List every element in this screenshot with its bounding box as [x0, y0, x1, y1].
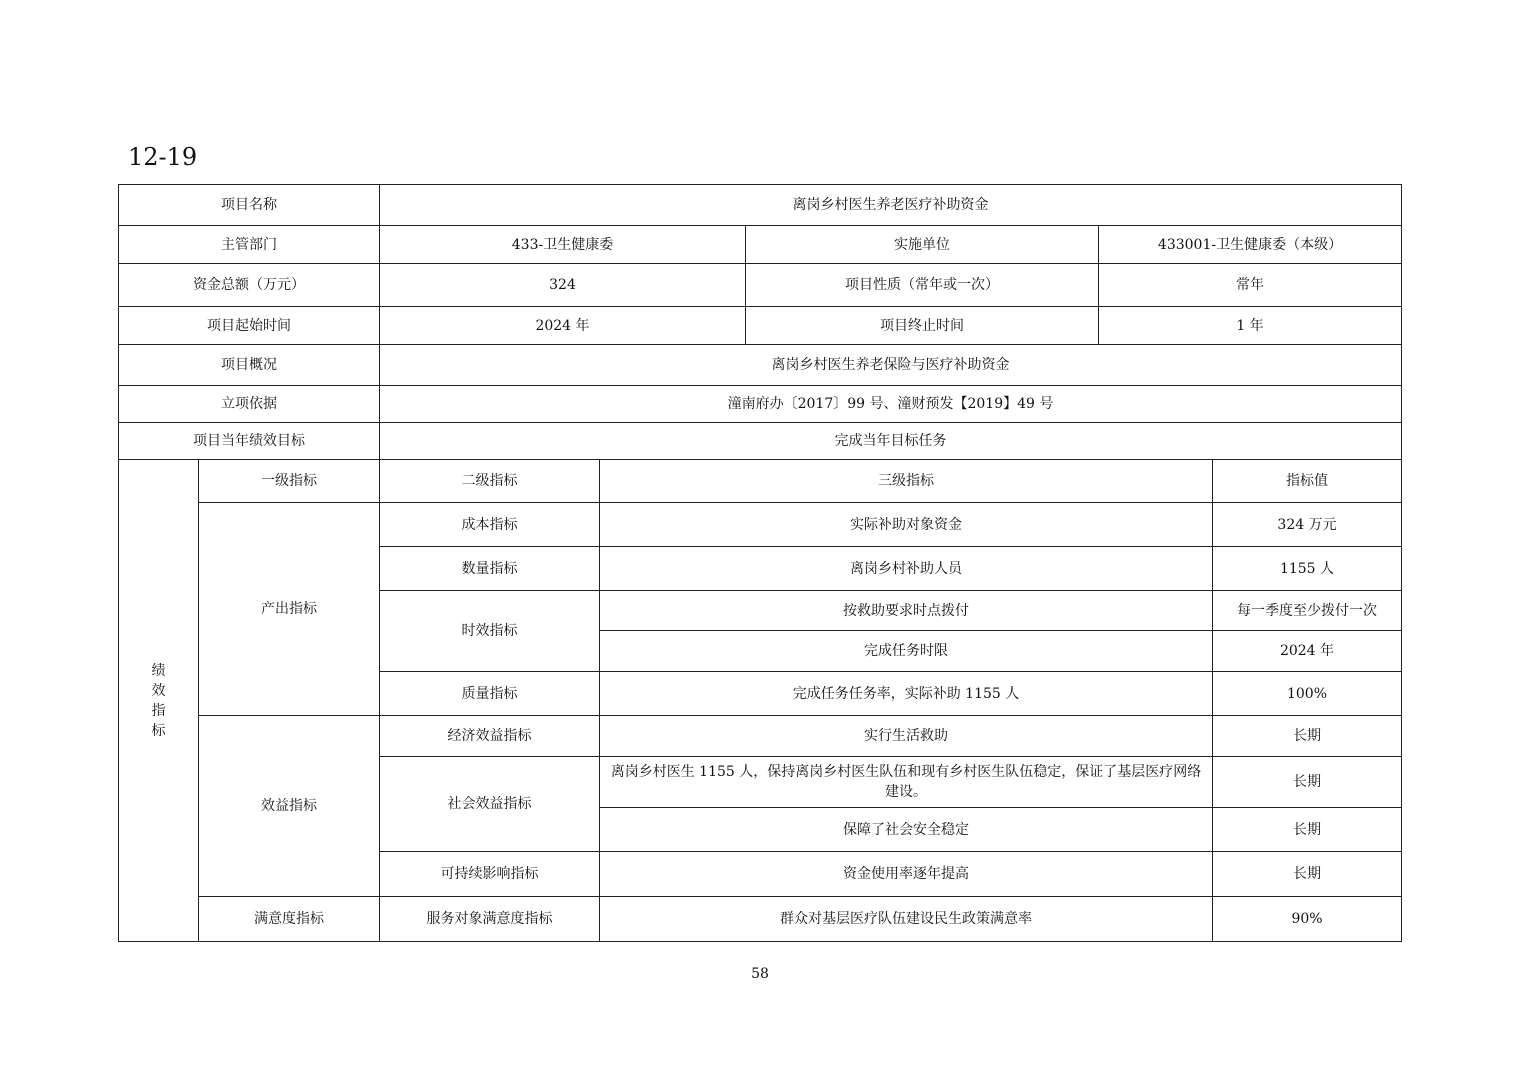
page-number: 58 [751, 966, 769, 982]
value-cell: 长期 [1213, 808, 1402, 852]
start-value: 2024 年 [380, 307, 746, 345]
level3-cell: 按救助要求时点拨付 [600, 591, 1213, 631]
dept-label: 主管部门 [119, 226, 380, 264]
overview-label: 项目概况 [119, 345, 380, 386]
level3-cell: 离岗乡村医生 1155 人，保持离岗乡村医生队伍和现有乡村医生队伍稳定，保证了基层医疗网络建设。 [600, 757, 1213, 808]
value-cell: 100% [1213, 672, 1402, 716]
project-name-value: 离岗乡村医生养老医疗补助资金 [380, 185, 1402, 226]
goal-value: 完成当年目标任务 [380, 423, 1402, 460]
satisfaction-indicator-label: 满意度指标 [199, 897, 380, 942]
level2-cell: 经济效益指标 [380, 716, 600, 757]
row-overview [119, 345, 1402, 386]
level2-cell: 可持续影响指标 [380, 852, 600, 897]
funds-value: 324 [380, 264, 746, 307]
start-label: 项目起始时间 [119, 307, 380, 345]
level3-cell: 完成任务任务率，实际补助 1155 人 [600, 672, 1213, 716]
row-project-name [119, 185, 1402, 226]
table-row [119, 716, 1402, 757]
project-name-label: 项目名称 [119, 185, 380, 226]
row-department [119, 226, 1402, 264]
level2-cell: 时效指标 [380, 591, 600, 672]
row-basis [119, 386, 1402, 423]
header-level1: 一级指标 [199, 460, 380, 503]
value-cell: 324 万元 [1213, 503, 1402, 547]
funds-label: 资金总额（万元） [119, 264, 380, 307]
perf-header-row [119, 460, 1402, 503]
value-cell: 1155 人 [1213, 547, 1402, 591]
value-cell: 2024 年 [1213, 631, 1402, 672]
dept-value: 433-卫生健康委 [380, 226, 746, 264]
value-cell: 长期 [1213, 757, 1402, 808]
nature-label: 项目性质（常年或一次） [746, 264, 1099, 307]
impl-label: 实施单位 [746, 226, 1099, 264]
table-row [119, 897, 1402, 942]
level3-cell: 完成任务时限 [600, 631, 1213, 672]
output-indicator-label: 产出指标 [199, 503, 380, 716]
project-performance-table [118, 184, 1402, 942]
level2-cell: 服务对象满意度指标 [380, 897, 600, 942]
document-code: 12-19 [128, 143, 198, 171]
row-funds [119, 264, 1402, 307]
row-goal [119, 423, 1402, 460]
header-value: 指标值 [1213, 460, 1402, 503]
value-cell: 每一季度至少拨付一次 [1213, 591, 1402, 631]
perf-section-label [119, 460, 199, 942]
end-label: 项目终止时间 [746, 307, 1099, 345]
level2-cell: 数量指标 [380, 547, 600, 591]
basis-label: 立项依据 [119, 386, 380, 423]
perf-section-text: 绩效指标 [151, 662, 166, 739]
header-level2: 二级指标 [380, 460, 600, 503]
benefit-indicator-label: 效益指标 [199, 716, 380, 897]
impl-value: 433001-卫生健康委（本级） [1099, 226, 1402, 264]
value-cell: 90% [1213, 897, 1402, 942]
row-time [119, 307, 1402, 345]
value-cell: 长期 [1213, 852, 1402, 897]
header-level3: 三级指标 [600, 460, 1213, 503]
overview-value: 离岗乡村医生养老保险与医疗补助资金 [380, 345, 1402, 386]
level3-cell: 实行生活救助 [600, 716, 1213, 757]
level2-cell: 成本指标 [380, 503, 600, 547]
level2-cell: 质量指标 [380, 672, 600, 716]
table-row [119, 503, 1402, 547]
level3-cell: 实际补助对象资金 [600, 503, 1213, 547]
nature-value: 常年 [1099, 264, 1402, 307]
goal-label: 项目当年绩效目标 [119, 423, 380, 460]
level2-cell: 社会效益指标 [380, 757, 600, 852]
end-value: 1 年 [1099, 307, 1402, 345]
level3-cell: 保障了社会安全稳定 [600, 808, 1213, 852]
basis-value: 潼南府办〔2017〕99 号、潼财预发【2019】49 号 [380, 386, 1402, 423]
value-cell: 长期 [1213, 716, 1402, 757]
level3-cell: 群众对基层医疗队伍建设民生政策满意率 [600, 897, 1213, 942]
level3-cell: 离岗乡村补助人员 [600, 547, 1213, 591]
level3-cell: 资金使用率逐年提高 [600, 852, 1213, 897]
